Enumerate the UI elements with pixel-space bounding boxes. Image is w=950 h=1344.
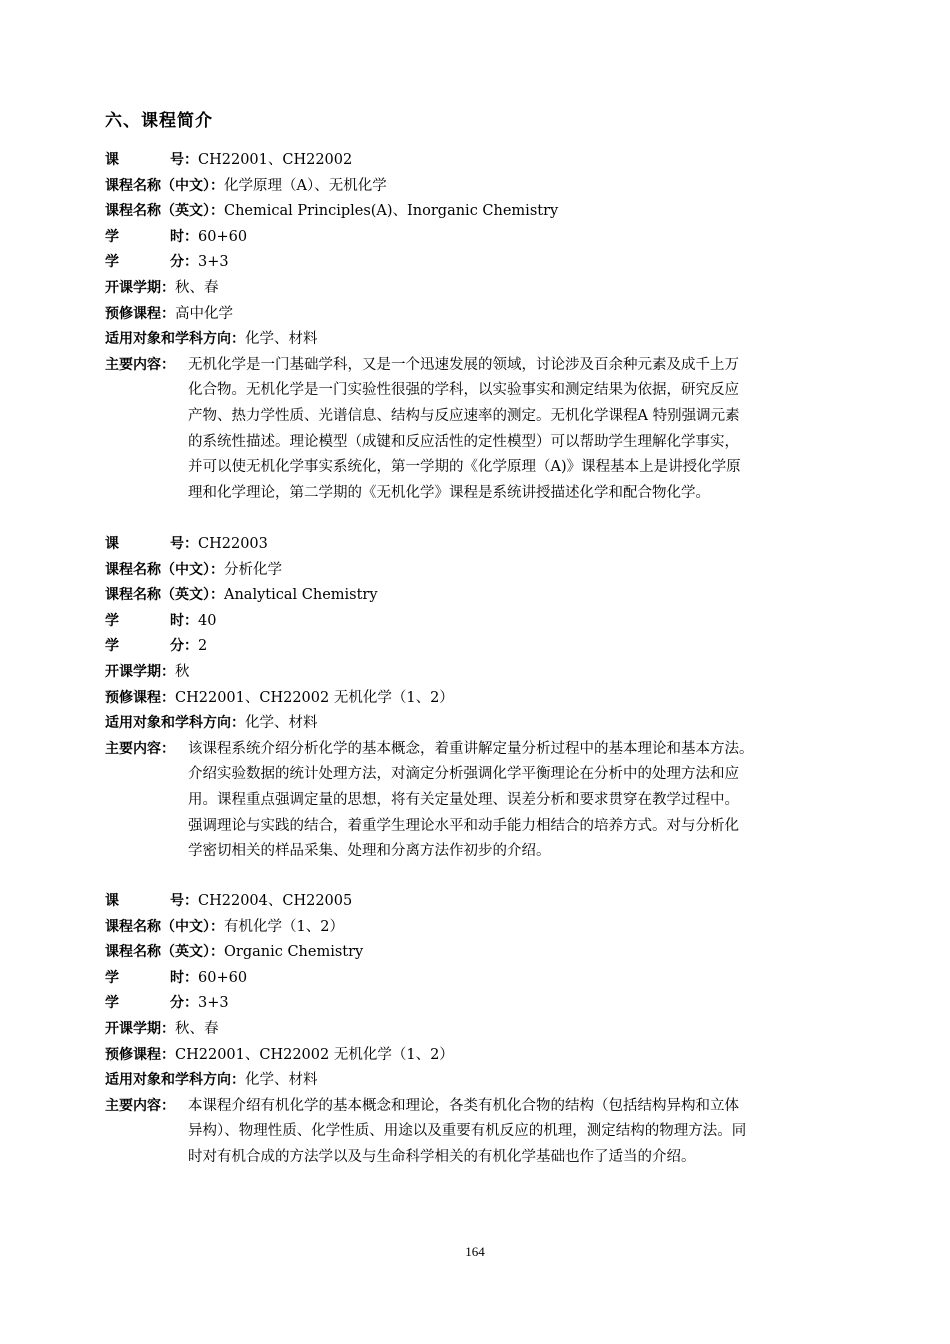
course-content <box>188 737 835 865</box>
course-code: CH22003 <box>198 536 268 552</box>
code-label-b: 号： <box>170 152 198 168</box>
course-audience-row <box>105 711 835 737</box>
semester-label: 开课学期： <box>105 663 175 680</box>
prereq-label: 预修课程： <box>105 305 175 322</box>
content-line: 该课程系统介绍分析化学的基本概念，着重讲解定量分析过程中的基本理论和基本方法。 <box>188 740 754 757</box>
course-hours: 60+60 <box>198 969 248 986</box>
content-line: 时对有机合成的方法学以及与生命科学相关的有机化学基础也作了适当的介绍。 <box>188 1148 696 1165</box>
course-hours: 40 <box>198 612 217 629</box>
hours-label-a: 学 <box>105 228 119 245</box>
code-label-a: 课 <box>105 893 119 909</box>
course-name-cn: 分析化学 <box>224 561 282 578</box>
content-line: 学密切相关的样品采集、处理和分离方法作初步的介绍。 <box>188 843 551 860</box>
course-semester: 秋 <box>175 663 190 680</box>
course-content <box>188 1094 835 1171</box>
course-semester-row <box>105 276 835 302</box>
name-en-label: 课程名称（英文）： <box>105 587 224 604</box>
course-name-en-row <box>105 583 835 609</box>
course-prereq-row <box>105 302 835 328</box>
content-line: 介绍实验数据的统计处理方法，对滴定分析强调化学平衡理论在分析中的处理方法和应 <box>188 766 739 783</box>
course-audience: 化学、材料 <box>245 331 318 348</box>
course-code: CH22001、CH22002 <box>198 152 353 168</box>
course-credits-row <box>105 250 835 276</box>
credits-label-b: 分： <box>170 995 198 1012</box>
course-name-cn: 化学原理（A）、无机化学 <box>224 177 387 194</box>
course-semester: 秋、春 <box>175 1020 219 1037</box>
course-audience-row <box>105 327 835 353</box>
hours-label-b: 时： <box>170 969 198 986</box>
credits-label-b: 分： <box>170 254 198 271</box>
course-prereq-row <box>105 1043 835 1069</box>
course-credits: 3+3 <box>198 254 229 271</box>
credits-label-a: 学 <box>105 638 119 655</box>
course-audience: 化学、材料 <box>245 1072 318 1089</box>
page-number: 164 <box>465 1244 485 1259</box>
course-hours: 60+60 <box>198 228 248 245</box>
content-line: 产物、热力学性质、光谱信息、结构与反应速率的测定。无机化学课程A 特别强调元素 <box>188 407 740 424</box>
content-line: 本课程介绍有机化学的基本概念和理论，各类有机化合物的结构（包括结构异构和立体 <box>188 1097 739 1114</box>
credits-label-a: 学 <box>105 995 119 1012</box>
course-name-cn-row <box>105 558 835 584</box>
course-name-en: Analytical Chemistry <box>224 587 378 604</box>
content-label: 主要内容： <box>105 740 175 757</box>
audience-label: 适用对象和学科方向： <box>105 331 245 348</box>
course-audience-row <box>105 1068 835 1094</box>
content-label: 主要内容： <box>105 356 175 373</box>
content-line: 用。课程重点强调定量的思想，将有关定量处理、误差分析和要求贯穿在教学过程中。 <box>188 791 739 808</box>
name-en-label: 课程名称（英文）： <box>105 203 224 220</box>
content-line: 强调理论与实践的结合，着重学生理论水平和动手能力相结合的培养方式。对与分析化 <box>188 817 739 834</box>
semester-label: 开课学期： <box>105 279 175 296</box>
name-cn-label: 课程名称（中文）： <box>105 177 224 194</box>
code-label-a: 课 <box>105 152 119 168</box>
course-code-row <box>105 889 835 915</box>
course-code: CH22004、CH22005 <box>198 893 353 909</box>
hours-label-b: 时： <box>170 228 198 245</box>
course-name-en-row <box>105 940 835 966</box>
course-content-row <box>105 737 835 865</box>
course-content-row <box>105 1094 835 1171</box>
course-block <box>105 889 835 1171</box>
hours-label-a: 学 <box>105 612 119 629</box>
course-prereq: 高中化学 <box>175 305 233 322</box>
course-content <box>188 353 835 507</box>
code-label-a: 课 <box>105 536 119 552</box>
course-prereq-row <box>105 686 835 712</box>
course-credits-row <box>105 991 835 1017</box>
course-semester: 秋、春 <box>175 279 219 296</box>
audience-label: 适用对象和学科方向： <box>105 1072 245 1089</box>
content-line: 化合物。无机化学是一门实验性很强的学科，以实验事实和测定结果为依据，研究反应 <box>188 382 739 399</box>
course-semester-row <box>105 660 835 686</box>
course-semester-row <box>105 1017 835 1043</box>
course-credits: 2 <box>198 638 208 655</box>
hours-label-b: 时： <box>170 612 198 629</box>
course-credits: 3+3 <box>198 995 229 1012</box>
course-name-cn-row <box>105 915 835 941</box>
course-block <box>105 148 835 506</box>
course-hours-row <box>105 225 835 251</box>
name-cn-label: 课程名称（中文）： <box>105 918 224 935</box>
content-line: 的系统性描述。理论模型（成键和反应活性的定性模型）可以帮助学生理解化学事实， <box>188 433 739 450</box>
name-en-label: 课程名称（英文）： <box>105 944 224 961</box>
course-hours-row <box>105 609 835 635</box>
content-line: 并可以使无机化学事实系统化，第一学期的《化学原理（A)》课程基本上是讲授化学原 <box>188 459 741 476</box>
course-name-cn: 有机化学（1、2） <box>224 918 344 935</box>
content-line: 理和化学理论，第二学期的《无机化学》课程是系统讲授描述化学和配合物化学。 <box>188 484 710 501</box>
credits-label-b: 分： <box>170 638 198 655</box>
course-name-en-row <box>105 199 835 225</box>
course-prereq: CH22001、CH22002 无机化学（1、2） <box>175 1046 454 1063</box>
prereq-label: 预修课程： <box>105 689 175 706</box>
course-name-cn-row <box>105 174 835 200</box>
course-content-row <box>105 353 835 507</box>
course-name-en: Organic Chemistry <box>224 944 364 961</box>
course-code-row <box>105 532 835 558</box>
semester-label: 开课学期： <box>105 1020 175 1037</box>
course-hours-row <box>105 966 835 992</box>
course-credits-row <box>105 634 835 660</box>
content-line: 异构）、物理性质、化学性质、用途以及重要有机反应的机理，测定结构的物理方法。同 <box>188 1123 747 1140</box>
course-code-row <box>105 148 835 174</box>
code-label-b: 号： <box>170 893 198 909</box>
hours-label-a: 学 <box>105 969 119 986</box>
course-name-en: Chemical Principles(A)、Inorganic Chemistry <box>224 203 559 220</box>
content-label: 主要内容： <box>105 1097 175 1114</box>
code-label-b: 号： <box>170 536 198 552</box>
credits-label-a: 学 <box>105 254 119 271</box>
name-cn-label: 课程名称（中文）： <box>105 561 224 578</box>
course-prereq: CH22001、CH22002 无机化学（1、2） <box>175 689 454 706</box>
course-audience: 化学、材料 <box>245 715 318 732</box>
audience-label: 适用对象和学科方向： <box>105 715 245 732</box>
prereq-label: 预修课程： <box>105 1046 175 1063</box>
section-title: 六、课程简介 <box>105 111 213 131</box>
content-line: 无机化学是一门基础学科，又是一个迅速发展的领域，讨论涉及百余种元素及成千上万 <box>188 356 739 373</box>
course-block <box>105 532 835 865</box>
